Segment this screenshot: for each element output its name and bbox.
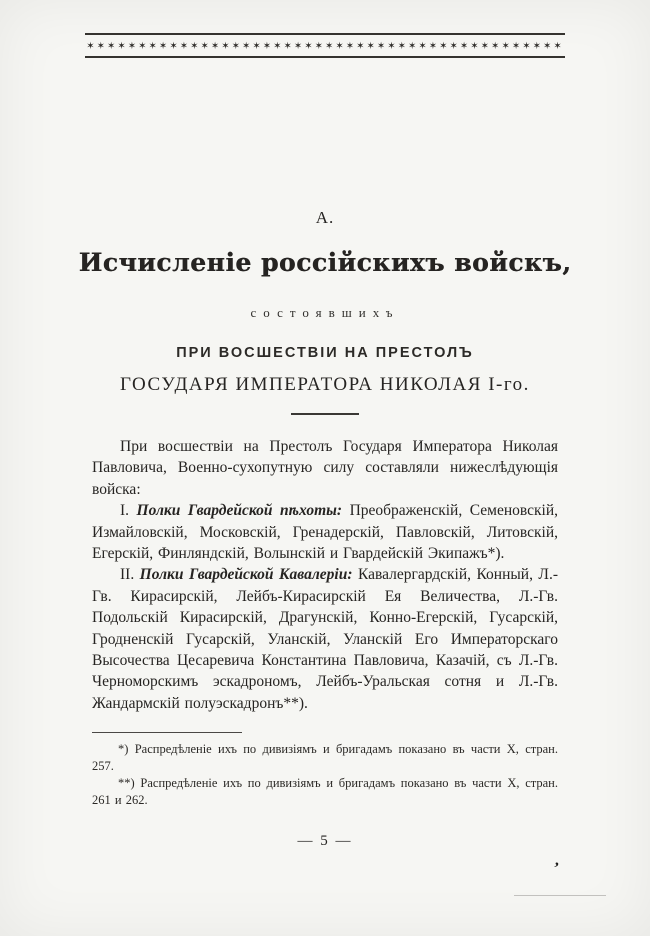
paragraph-intro-text: При восшествіи на Престолъ Государя Императора Николая Павловича, Военно-сухопутную силу составляли нижеслѣдующія войска: — [92, 438, 558, 498]
subtitle-accession: ПРИ ВОСШЕСТВІИ НА ПРЕСТОЛЪ — [176, 345, 474, 361]
paragraph-cavalry — [92, 564, 558, 714]
page-number: — 5 — — [297, 833, 353, 850]
page-title: Исчисленіе россійскихъ войскъ, — [78, 248, 572, 277]
paragraph-cavalry-text: Кавалергардскій, Конный, Л.-Гв. Кирасирскій, Лейбъ-Кирасирскій Ея Величества, Л.-Гв. Подольскій Кирасирскій, Драгунскій, Конно-Егерскій, Гусарскій, Гродненскій Гусарскій, Уланскій, Уланскій Его Императорскаго Высочества Цесаревича Константина Павловича, Казачій, съ Л.-Гв. Черноморскимъ эскадрономъ, Лейбъ-Уральская сотня и Л.-Гв. Жандармскій полуэскадронъ**). — [92, 566, 558, 712]
ornament-band — [85, 33, 565, 58]
body-text — [92, 436, 558, 809]
paragraph-intro — [92, 436, 558, 500]
paragraph-infantry-text: Преображенскій, Семеновскій, Измайловскій, Московскій, Гренадерскій, Павловскій, Литовскій, Егерскій, Финляндскій, Волынскій и Гвардейскій Экипажъ*). — [92, 502, 558, 563]
footnote-2: **) Распредѣленіе ихъ по дивизіямъ и бригадамъ показано въ части X, стран. 261 и 262. — [92, 776, 558, 808]
footnote-1: *) Распредѣленіе ихъ по дивизіямъ и бригадамъ показано въ части X, стран. 257. — [92, 742, 558, 774]
footnotes — [92, 741, 558, 809]
subtitle-sostoyavshikh: состоявшихъ — [250, 305, 400, 320]
paragraph-cavalry-number: II. — [120, 566, 140, 584]
title-divider — [291, 413, 359, 415]
section-letter: А. — [315, 208, 335, 227]
subtitle-emperor: ГОСУДАРЯ ИМПЕРАТОРА НИКОЛАЯ I-го. — [120, 374, 530, 395]
pen-mark: ʼ — [551, 859, 560, 878]
paragraph-infantry-number: I. — [120, 502, 137, 520]
paragraph-cavalry-lead: Полки Гвардейской Кавалеріи: — [139, 566, 353, 584]
scan-smudge-line — [514, 895, 606, 896]
ornament-chain-icon: ✶✶✶✶✶✶✶✶✶✶✶✶✶✶✶✶✶✶✶✶✶✶✶✶✶✶✶✶✶✶✶✶✶✶✶✶✶✶✶✶✶✶✶✶✶✶ — [86, 41, 564, 52]
paragraph-infantry — [92, 500, 558, 564]
paragraph-infantry-lead: Полки Гвардейской пѣхоты: — [136, 502, 343, 520]
footnote-divider — [92, 732, 242, 733]
